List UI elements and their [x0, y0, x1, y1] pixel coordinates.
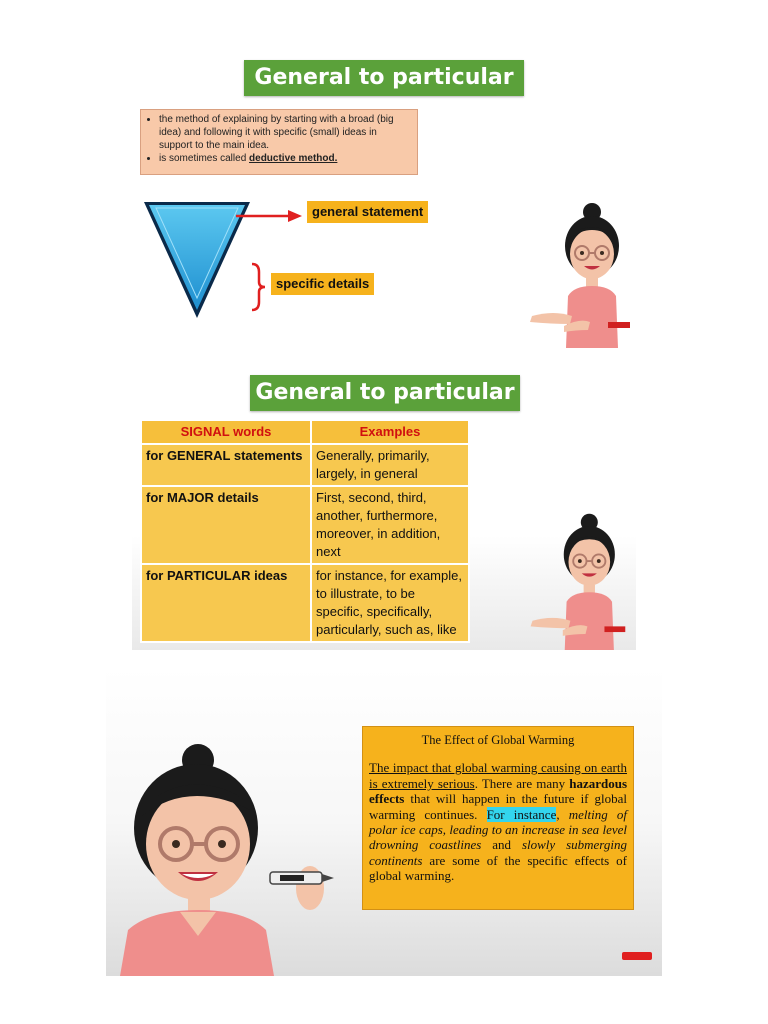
specific-details-label: specific details: [271, 273, 374, 295]
slide-global-warming-example: [106, 668, 662, 976]
brace-icon: [248, 262, 268, 312]
signal-cell: for GENERAL statements: [141, 444, 311, 486]
examples-cell: First, second, third, another, furthermore, moreover, in addition, next: [311, 486, 469, 564]
hazardous-effects-term: hazardous effects: [369, 775, 628, 807]
examples-cell: Generally, primarily, largely, in general: [311, 444, 469, 486]
slide-general-to-particular: [124, 48, 636, 348]
definition-bullet: [159, 152, 411, 165]
teacher-avatar: [522, 509, 632, 650]
deductive-method-term: deductive method.: [249, 153, 338, 164]
table-row: [141, 444, 469, 486]
definition-box: [140, 109, 418, 175]
general-statement-label: general statement: [307, 201, 428, 223]
essay-fragment: ,: [556, 806, 569, 822]
table-row: [141, 564, 469, 642]
specific-detail: melting of polar ice caps, leading to an increase in sea level drowning coastlines: [369, 806, 627, 853]
essay-fragment: and: [481, 837, 522, 853]
bullet-text: is sometimes called: [159, 153, 250, 164]
essay-text: [369, 760, 627, 883]
essay-fragment: that will happen in the future if global warming continues.: [369, 791, 627, 822]
specific-detail: slowly submerging continents: [369, 837, 627, 868]
arrow-icon: [234, 206, 304, 226]
essay-fragment: . There are many: [474, 775, 570, 791]
definition-bullet: • the method of explaining by starting with a broad (big idea) and following it with specific (small) ideas in support to the main idea.: [159, 113, 411, 152]
topic-sentence: The impact that global warming causing on earth is extremely serious: [369, 760, 627, 791]
marker-pen-icon: [266, 866, 336, 890]
slide-title: General to particular: [250, 375, 520, 411]
column-header-examples: Examples: [311, 420, 469, 444]
slide-signal-words: [132, 364, 636, 650]
examples-cell: for instance, for example, to illustrate, to be specific, specifically, particularly, such as, like: [311, 564, 469, 642]
column-header-signal: SIGNAL words: [141, 420, 311, 444]
signal-cell: for PARTICULAR ideas: [141, 564, 311, 642]
teacher-avatar: [524, 198, 634, 348]
essay-paragraph-box: [362, 726, 634, 910]
slide-title: General to particular: [244, 60, 524, 96]
signal-cell: for MAJOR details: [141, 486, 311, 564]
signal-words-table: [140, 419, 470, 643]
video-logo-icon: [622, 952, 652, 960]
essay-fragment: are some of the specific effects of global warming.: [369, 852, 627, 884]
signal-word-highlight: For instance: [486, 806, 557, 822]
teacher-avatar: [120, 740, 360, 976]
table-row: [141, 486, 469, 564]
table-header-row: [141, 420, 469, 444]
essay-title: The Effect of Global Warming: [421, 733, 575, 747]
